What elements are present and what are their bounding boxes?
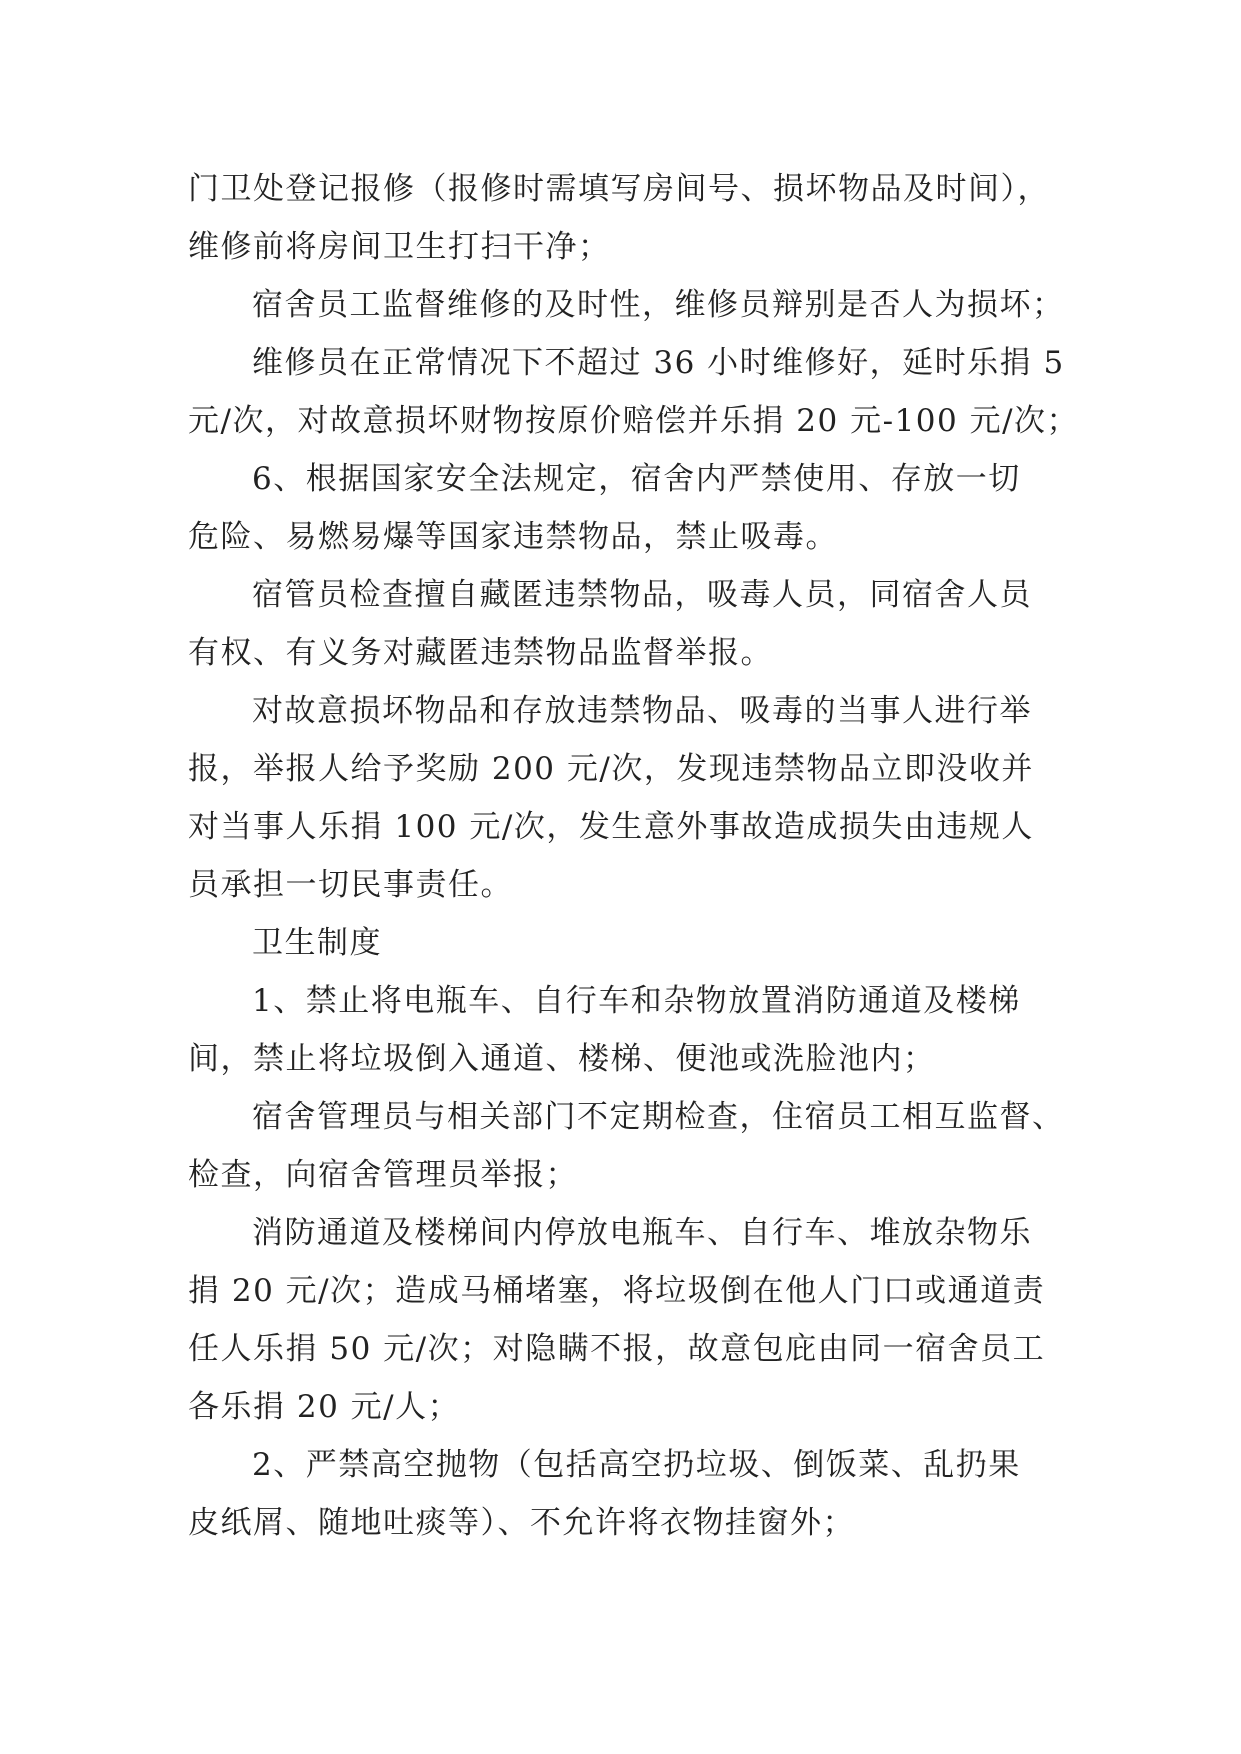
- text-line: 宿舍员工监督维修的及时性，维修员辩别是否人为损坏；: [252, 287, 1065, 323]
- text-line: 维修员在正常情况下不超过 36 小时维修好，延时乐捐 5: [252, 345, 1065, 381]
- paragraph: [188, 334, 1080, 450]
- paragraph: [188, 450, 1050, 566]
- paragraph: [188, 972, 1050, 1088]
- text-line: 报，举报人给予奖励 200 元/次，发现违禁物品立即没收并: [188, 751, 1034, 787]
- section-heading: [188, 914, 1050, 972]
- text-line: 元/次，对故意损坏财物按原价赔偿并乐捐 20 元-100 元/次；: [188, 403, 1080, 439]
- paragraph: [188, 276, 1065, 334]
- text-line: 任人乐捐 50 元/次；对隐瞒不报，故意包庇由同一宿舍员工: [188, 1331, 1046, 1367]
- text-line: 对当事人乐捐 100 元/次，发生意外事故造成损失由违规人: [188, 809, 1034, 845]
- text-line: 各乐捐 20 元/人；: [188, 1389, 461, 1425]
- text-line: 2、严禁高空抛物（包括高空扔垃圾、倒饭菜、乱扔果: [252, 1447, 1021, 1483]
- text-line: 皮纸屑、随地吐痰等）、不允许将衣物挂窗外；: [188, 1505, 855, 1541]
- text-line: 消防通道及楼梯间内停放电瓶车、自行车、堆放杂物乐: [252, 1215, 1032, 1251]
- paragraph: [188, 1204, 1050, 1436]
- text-line: 检查，向宿舍管理员举报；: [188, 1157, 578, 1193]
- text-line: 6、根据国家安全法规定，宿舍内严禁使用、存放一切: [252, 461, 1021, 497]
- paragraph: [188, 682, 1050, 914]
- text-line: 维修前将房间卫生打扫干净；: [188, 229, 611, 265]
- text-line: 间，禁止将垃圾倒入通道、楼梯、便池或洗脸池内；: [188, 1041, 936, 1077]
- text-line: 捐 20 元/次；造成马桶堵塞，将垃圾倒在他人门口或通道责: [188, 1273, 1046, 1309]
- paragraph: [188, 160, 1050, 276]
- text-line: 有权、有义务对藏匿违禁物品监督举报。: [188, 635, 773, 671]
- text-line: 1、禁止将电瓶车、自行车和杂物放置消防通道及楼梯: [252, 983, 1021, 1019]
- document-body: [188, 160, 1080, 1552]
- text-line: 卫生制度: [252, 925, 382, 961]
- paragraph: [188, 1088, 1065, 1204]
- text-line: 员承担一切民事责任。: [188, 867, 513, 903]
- text-line: 对故意损坏物品和存放违禁物品、吸毒的当事人进行举: [252, 693, 1032, 729]
- text-line: 宿管员检查擅自藏匿违禁物品，吸毒人员，同宿舍人员: [252, 577, 1032, 613]
- text-line: 门卫处登记报修（报修时需填写房间号、损坏物品及时间），: [188, 171, 1050, 207]
- paragraph: [188, 1436, 1050, 1552]
- text-line: 危险、易燃易爆等国家违禁物品，禁止吸毒。: [188, 519, 838, 555]
- paragraph: [188, 566, 1050, 682]
- text-line: 宿舍管理员与相关部门不定期检查，住宿员工相互监督、: [252, 1099, 1065, 1135]
